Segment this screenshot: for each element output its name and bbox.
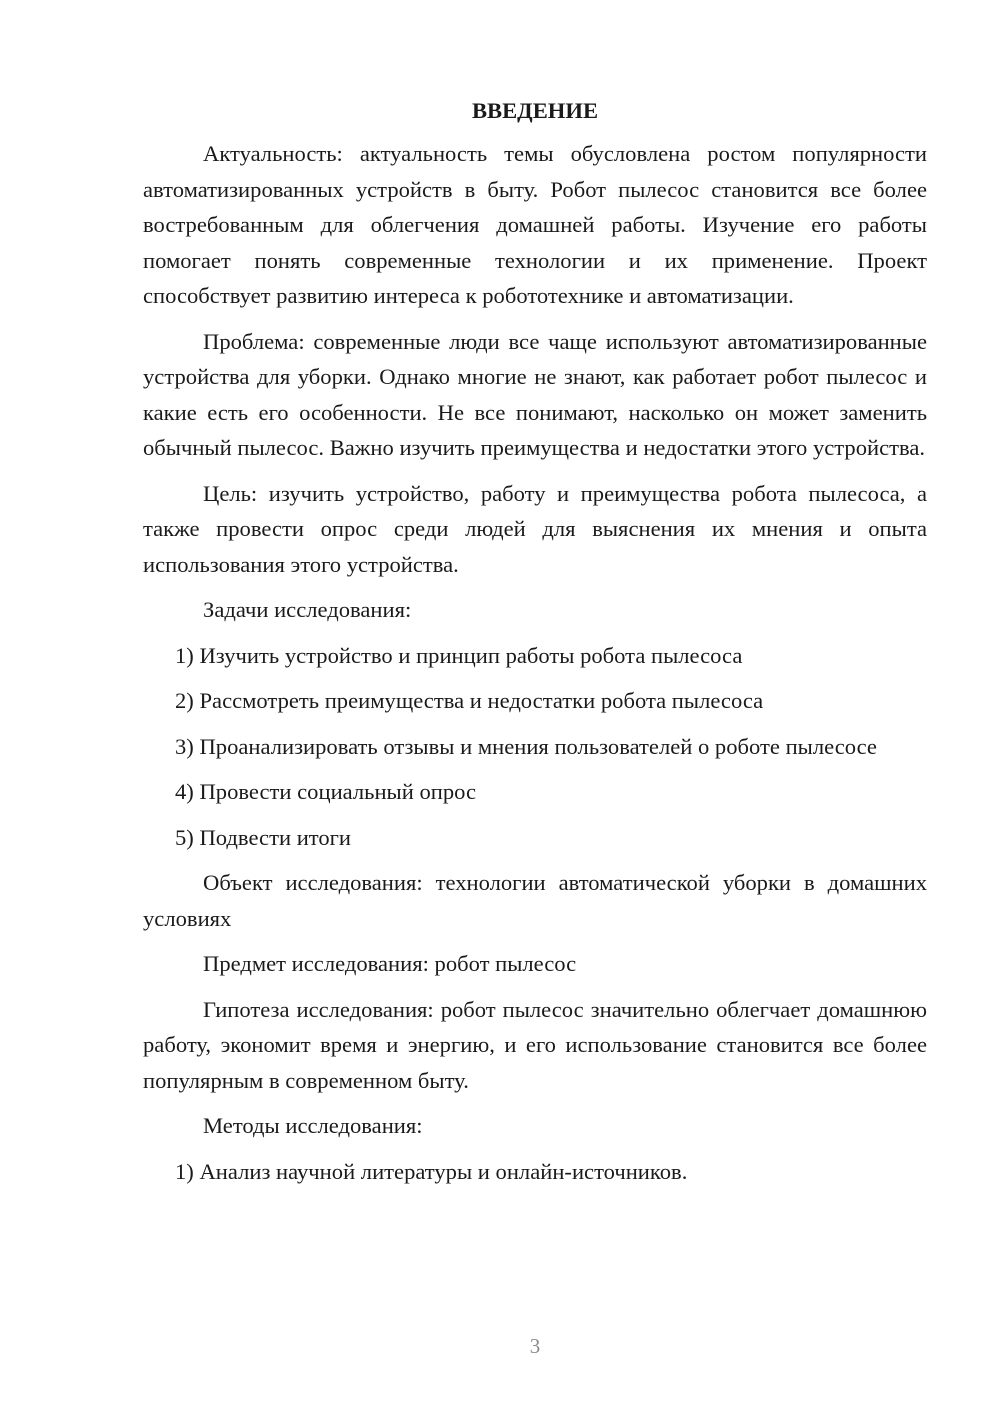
tasks-heading: Задачи исследования: — [203, 597, 412, 622]
section-title: ВВЕДЕНИЕ — [471, 98, 599, 123]
task-item-5: 5) Подвести итоги — [175, 824, 352, 850]
object-paragraph: Объект исследования: технологии автоматической уборки в домашних условиях — [143, 870, 927, 931]
relevance-paragraph: Актуальность: актуальность темы обусловлена ростом популярности автоматизированных устройств в быту. Робот пылесос становится все более востребованным для облегчения домашней работы. Изучение его работы помогает понять современные технологии и их применение. Проект способствует развитию интереса к робототехнике и автоматизации. — [143, 141, 927, 308]
subject-paragraph: Предмет исследования: робот пылесос — [203, 951, 577, 976]
task-item-1: 1) Изучить устройство и принцип работы робота пылесоса — [175, 642, 743, 668]
document-body — [143, 96, 927, 1199]
task-item-3: 3) Проанализировать отзывы и мнения пользователей о роботе пылесосе — [175, 733, 877, 759]
hypothesis-paragraph: Гипотеза исследования: робот пылесос значительно облегчает домашнюю работу, экономит время и энергию, и его использование становится все более популярным в современном быту. — [143, 996, 927, 1093]
method-item-1: 1) Анализ научной литературы и онлайн-источников. — [175, 1158, 688, 1184]
task-item-4: 4) Провести социальный опрос — [175, 779, 477, 804]
methods-heading: Методы исследования: — [203, 1113, 423, 1138]
goal-paragraph: Цель: изучить устройство, работу и преимущества робота пылесоса, а также провести опрос среди людей для выяснения их мнения и опыта использования этого устройства. — [143, 480, 927, 577]
task-item-2: 2) Рассмотреть преимущества и недостатки робота пылесоса — [175, 688, 764, 713]
page-number: 3 — [529, 1334, 541, 1358]
problem-paragraph: Проблема: современные люди все чаще используют автоматизированные устройства для уборки. Однако многие не знают, как работает робот пылесос и какие есть его особенности. Не все понимают, насколько он может заменить обычный пылесос. Важно изучить преимущества и недостатки этого устройства. — [143, 328, 927, 460]
